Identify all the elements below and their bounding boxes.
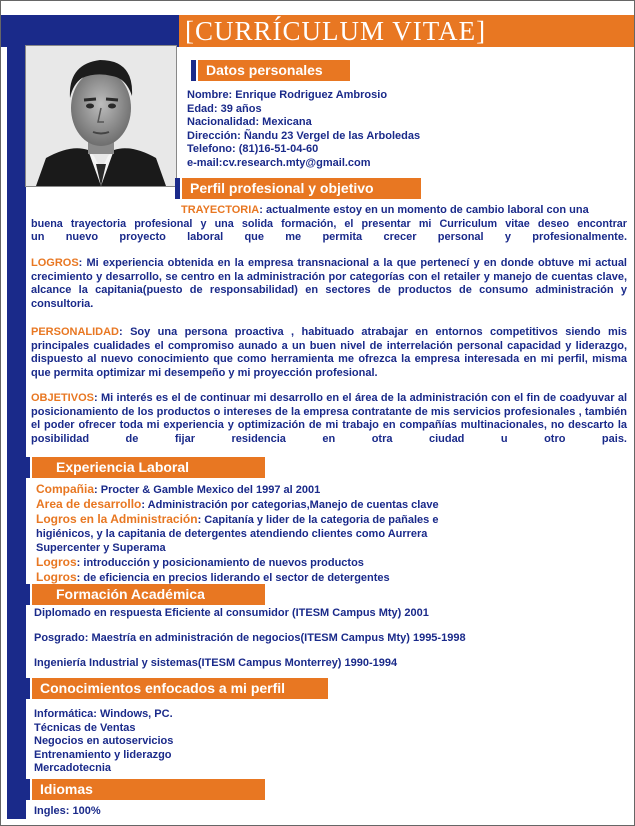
- logros2-label: Logros: [36, 570, 77, 584]
- logros1-label: Logros: [36, 555, 77, 569]
- objetivos-label: OBJETIVOS: [31, 392, 94, 404]
- title-bar-accent: [1, 15, 179, 47]
- section-header-personal: [198, 60, 350, 81]
- trayectoria-text: : actualmente estoy en un momento de cambio laboral con una: [259, 204, 589, 216]
- company-value: : Procter & Gamble Mexico del 1997 al 2001: [94, 484, 321, 496]
- logros-text: : Mi experiencia obtenida en la empresa transnacional a la que pertenecí y en donde obtuve mi actual crecimiento y desarrollo, se centro en la administración por categorías con el retailer y manejo de cuentas clave, alcance la capitania(puesto de responsabilidad) en sectores de productos de consumo administración y consultoria.: [31, 257, 627, 310]
- admin-value: : Capitanía y lider de la categoria de pañales e: [197, 514, 439, 526]
- education-item: Diplomado en respuesta Eficiente al consumidor (ITESM Campus Mty) 2001: [34, 607, 429, 619]
- languages-value: Ingles: 100%: [34, 805, 101, 817]
- logros2-value: : de eficiencia en precios liderando el sector de detergentes: [76, 572, 390, 584]
- title-bar: [1, 15, 635, 47]
- section-title: Experiencia Laboral: [56, 459, 190, 475]
- section-header-knowledge: [32, 678, 328, 699]
- profile-personalidad: [31, 326, 627, 380]
- education-list: [34, 607, 624, 671]
- personal-name: Nombre: Enrique Rodriguez Ambrosio: [187, 89, 388, 101]
- knowledge-item: Entrenamiento y liderazgo: [34, 748, 172, 761]
- personal-email: e-mail:cv.research.mty@gmail.com: [187, 156, 371, 169]
- personal-address: Dirección: Ñandu 23 Vergel de las Arboledas: [187, 129, 421, 142]
- trayectoria-text-line2: buena trayectoria profesional y una solida formación, el presentar mi Curriculum vitae deseo encontrar: [31, 217, 627, 230]
- sidebar-stripe: [7, 47, 26, 819]
- section-title: Conocimientos enfocados a mi perfil: [40, 680, 286, 696]
- experience-logros-2: [36, 570, 626, 585]
- personalidad-label: PERSONALIDAD: [31, 326, 120, 338]
- area-label: Area de desarrollo: [36, 497, 142, 511]
- knowledge-item: Informática: Windows, PC.: [34, 708, 173, 720]
- experience-logros-1: [36, 555, 626, 570]
- objetivos-text: : Mi interés es el de continuar mi desarrollo en el área de la administración con el fin de coadyuvar al posicionamiento de los productos o intereses de la empresa contratante de mis servicios profesionales , también el poder ofrecer toda mi experiencia y optimización de mi trabajo en compañías multinacionales, no descarto la posibilidad de fijar residencia en otra ciudad u otro pais.: [31, 392, 627, 445]
- personalidad-text: : Soy una persona proactiva , habituado atrabajar en entornos competitivos siendo mis principales cualidades el compromiso aunado a un buen nivel de interrelación personal capacidad y liderazgo, dispuesto al nuevo conocimiento que como herramienta me ofrezca la empresa interesada en mi perfil, misma que permita optimizar mi desempeño y mi proyección profesional.: [31, 326, 627, 379]
- education-item: Posgrado: Maestría en administración de negocios(ITESM Campus Mty) 1995-1998: [34, 632, 466, 644]
- section-title: Perfil profesional y objetivo: [190, 180, 374, 196]
- profile-objetivos: [31, 392, 627, 446]
- experience-area: [36, 497, 626, 512]
- section-header-experience: [32, 457, 265, 478]
- profile-photo: [25, 45, 177, 187]
- personal-nationality: Nacionalidad: Mexicana: [187, 116, 312, 128]
- knowledge-item: Mercadotecnia: [34, 762, 112, 774]
- personal-age: Edad: 39 años: [187, 102, 262, 115]
- education-item: Ingeniería Industrial y sistemas(ITESM Campus Monterrey) 1990-1994: [34, 657, 398, 669]
- section-title: Idiomas: [40, 781, 93, 797]
- trayectoria-label: TRAYECTORIA: [181, 204, 260, 216]
- personal-phone: Telefono: (81)16-51-04-60: [187, 143, 319, 155]
- knowledge-item: Negocios en autoservicios: [34, 735, 174, 747]
- section-title: Formación Académica: [56, 586, 205, 602]
- personal-details: [187, 89, 607, 170]
- experience-details: [36, 482, 626, 585]
- knowledge-item: Técnicas de Ventas: [34, 721, 136, 734]
- knowledge-list: [34, 708, 434, 776]
- trayectoria-text-line3: un nuevo proyecto laboral que me permita crecer personal y profesionalmente.: [31, 231, 627, 243]
- portrait-image: [26, 46, 176, 186]
- admin-label: Logros en la Administración: [36, 512, 198, 526]
- profile-logros: [31, 257, 627, 311]
- section-title: Datos personales: [206, 62, 323, 78]
- logros-label: LOGROS: [31, 257, 79, 269]
- company-label: Compañia: [36, 482, 95, 496]
- area-value: : Administración por categorias,Manejo de cuentas clave: [141, 499, 439, 511]
- logros1-value: : introducción y posicionamiento de nuevos productos: [76, 557, 364, 569]
- experience-company: [36, 482, 626, 497]
- experience-admin-line3: Supercenter y Superama: [36, 542, 166, 554]
- section-header-profile: [182, 178, 421, 199]
- experience-admin-line2: higiénicos, y la capitania de detergentes atendiendo clientes como Aurrera: [36, 528, 428, 540]
- profile-trayectoria: [31, 204, 627, 245]
- experience-admin: [36, 512, 626, 527]
- page-title: [CURRÍCULUM VITAE]: [179, 15, 492, 47]
- section-header-languages: [32, 779, 265, 800]
- section-header-education: [32, 584, 265, 605]
